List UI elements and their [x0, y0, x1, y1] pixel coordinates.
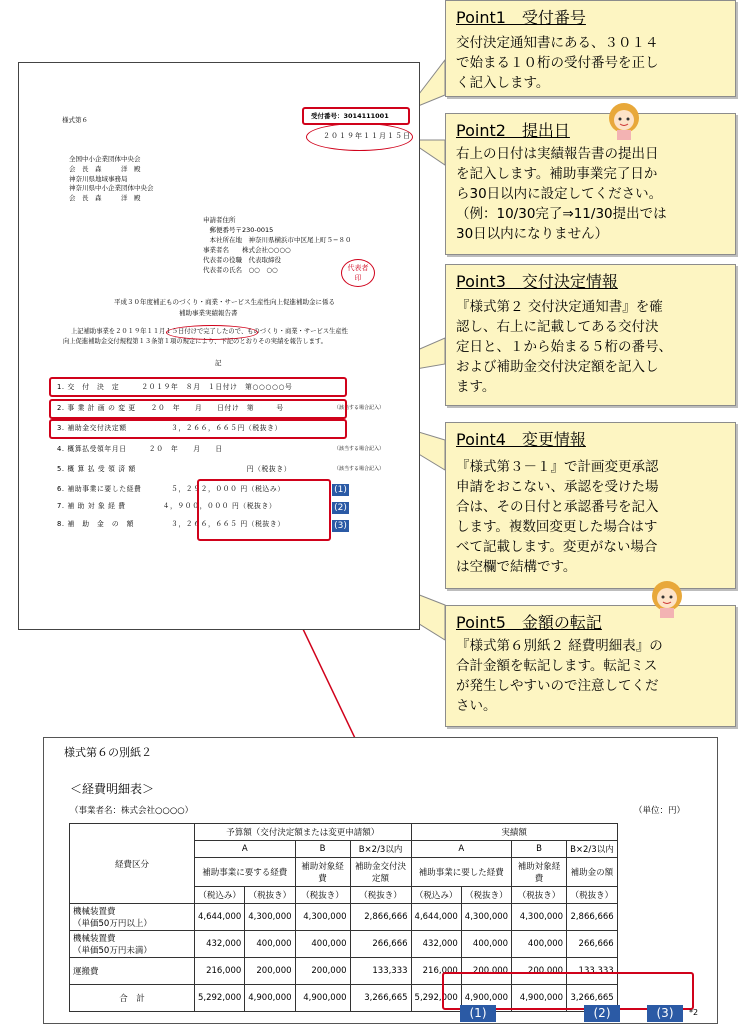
- marker-3: (3): [647, 1005, 683, 1022]
- col-c: B×2/3以内: [350, 841, 411, 858]
- cell: 133,333: [350, 958, 411, 985]
- col-b: B: [512, 841, 567, 858]
- date-highlight: [306, 123, 413, 151]
- seal-text: 代表者: [347, 264, 369, 272]
- cell: 216,000: [195, 958, 245, 985]
- table-row: [70, 904, 618, 931]
- note: （該当する場合記入）: [334, 405, 385, 411]
- item3-highlight: [49, 419, 347, 439]
- applicant-line: 申請者住所: [203, 216, 236, 224]
- callout-body: [456, 33, 659, 93]
- addressee-line: 会 長 森 洋 殿: [69, 194, 141, 202]
- tax-ex: （税抜き）: [567, 887, 618, 904]
- cell: 400,000: [245, 931, 295, 958]
- callout-line: 認し、右上に記載してある交付決: [456, 319, 659, 335]
- callout-point3: [445, 264, 736, 406]
- submit-date: ２０１９年１１月１５日: [323, 132, 411, 140]
- item-3: 3. 補助金交付決定額 ３，２６６，６６５円（税抜き）: [57, 424, 282, 432]
- cell: 200,000: [295, 958, 350, 985]
- col-b: B: [295, 841, 350, 858]
- completion-date-highlight: [166, 325, 258, 340]
- callout-line: 『様式第６別紙２ 経費明細表』の: [456, 638, 663, 654]
- act-a-label: 補助事業に要した経費: [411, 858, 512, 887]
- col-category: 経費区分: [70, 824, 195, 904]
- cell: 4,900,000: [512, 985, 567, 1012]
- cell: 432,000: [195, 931, 245, 958]
- callout-line: 右上の日付は実績報告書の提出日: [456, 146, 659, 162]
- addressee-line: 全国中小企業団体中央会: [69, 155, 141, 163]
- callout-line: 『様式第２ 交付決定通知書』を確: [456, 299, 663, 315]
- callout-line: ら30日以内に設定してください。: [456, 186, 663, 202]
- expense-sheet: [43, 737, 718, 1024]
- tax-ex: （税抜き）: [512, 887, 567, 904]
- callout-line: を記入します。補助事業完了日か: [456, 166, 658, 182]
- tax-in: （税込み）: [411, 887, 461, 904]
- act-c-label: 補助金の額: [567, 858, 618, 887]
- unit-label: （単位：円）: [634, 806, 686, 816]
- report-title: 平成３０年度補正ものづくり・商業・サービス生産性向上促進補助金に係る: [114, 298, 335, 306]
- item-5: 5. 概 算 払 受 領 済 額 円（税抜き）: [57, 465, 292, 473]
- callout-line: さい。: [456, 698, 497, 714]
- cell: 5,292,000: [195, 985, 245, 1012]
- report-form-page: [18, 62, 420, 630]
- body-text: 向上促進補助金交付規程第１３条第１項の規定により、下記のとおりその実績を報告します。: [63, 338, 327, 345]
- row-label: [70, 931, 195, 958]
- callout-point5: [445, 605, 736, 727]
- receipt-number: 受付番号：3014111001: [311, 112, 389, 120]
- report-title-2: 補助事業実績報告書: [179, 309, 238, 317]
- addressee-line: 会 長 森 洋 殿: [69, 165, 141, 173]
- callout-body: [456, 457, 659, 577]
- cell: 4,300,000: [461, 904, 511, 931]
- cell: 4,300,000: [512, 904, 567, 931]
- item-6: 6. 補助事業に要した経費 ５，２９２，０００ 円（税込み）: [57, 485, 285, 493]
- item-7: 7. 補 助 対 象 経 費 ４，９００，０００ 円（税抜き）: [57, 502, 277, 510]
- cell: 133,333: [567, 958, 618, 985]
- callout-title: Point1 受付番号: [456, 8, 586, 27]
- marker-3: (3): [332, 520, 349, 532]
- row-sub: （単価50万円以上）: [73, 919, 152, 929]
- actual-header: 実績額: [411, 824, 617, 841]
- row-label: [70, 904, 195, 931]
- callout-line: が発生しやすいので注意してくだ: [456, 678, 659, 694]
- col-a: A: [411, 841, 512, 858]
- cell: 400,000: [512, 931, 567, 958]
- callout-line: 30日以内になりません）: [456, 226, 609, 242]
- style-number: 様式第６: [62, 116, 88, 124]
- table-row: [70, 931, 618, 958]
- addressee-line: 神奈川県中小企業団体中央会: [69, 184, 154, 192]
- callout-line: 申請をおこない、承認を受けた場: [456, 479, 659, 495]
- callout-point1: [445, 0, 736, 97]
- tax-in: （税込み）: [195, 887, 245, 904]
- item-8: 8. 補 助 金 の 額 ３，２６６，６６５ 円（税抜き）: [57, 520, 285, 528]
- item-2: 2. 事 業 計 画 の 変 更 ２０ 年 月 日付け 第 号: [57, 404, 284, 412]
- note: （該当する場合記入）: [334, 466, 385, 472]
- cell: 4,644,000: [195, 904, 245, 931]
- cell: 3,266,665: [567, 985, 618, 1012]
- note: （該当する場合記入）: [334, 446, 385, 452]
- applicant-line: 郵便番号〒230-0015: [203, 226, 274, 234]
- total-label: 合 計: [70, 985, 195, 1012]
- callout-line: 『様式第３－１』で計画変更承認: [456, 459, 659, 475]
- item-4: 4. 概算払受領年月日 ２０ 年 月 日: [57, 445, 223, 453]
- cell: 4,900,000: [461, 985, 511, 1012]
- row-name: 運搬費: [70, 958, 195, 985]
- marker-1: (1): [460, 1005, 496, 1022]
- callout-line: 合計金額を転記します。転記ミス: [456, 658, 658, 674]
- callout-title: Point2 提出日: [456, 121, 570, 140]
- plan-b-label: 補助対象経費: [295, 858, 350, 887]
- callout-line: は空欄で結構です。: [456, 559, 577, 575]
- company-name: （事業者名：株式会社○○○○）: [70, 806, 194, 816]
- tax-ex: （税抜き）: [461, 887, 511, 904]
- cell: 4,300,000: [245, 904, 295, 931]
- cell: 4,900,000: [245, 985, 295, 1012]
- cell: 5,292,000: [411, 985, 461, 1012]
- tax-ex: （税抜き）: [245, 887, 295, 904]
- col-a: A: [195, 841, 296, 858]
- callout-title: Point4 変更情報: [456, 430, 586, 449]
- callout-line: および補助金交付決定額を記入し: [456, 359, 659, 375]
- cell: 4,900,000: [295, 985, 350, 1012]
- callout-body: [456, 636, 663, 716]
- callout-point2: [445, 113, 736, 255]
- callout-point4: [445, 422, 736, 589]
- callout-line: ます。: [456, 379, 496, 395]
- cell: 2,866,666: [567, 904, 618, 931]
- cell: 266,666: [567, 931, 618, 958]
- marker-2: (2): [584, 1005, 620, 1022]
- cell: 266,666: [350, 931, 411, 958]
- item2-highlight: [49, 399, 347, 419]
- item1-highlight: [49, 377, 347, 397]
- callout-line: （例：10/30完了⇒11/30提出では: [456, 206, 667, 222]
- cell: 4,300,000: [295, 904, 350, 931]
- cell: 400,000: [461, 931, 511, 958]
- addressee-line: 神奈川県地域事務局: [69, 175, 128, 183]
- callout-line: く記入します。: [456, 75, 550, 91]
- sheet-heading: 様式第６の別紙２: [64, 746, 152, 759]
- callout-line: 合は、その日付と承認番号を記入: [456, 499, 659, 515]
- cell: 400,000: [295, 931, 350, 958]
- marker-1: (1): [332, 484, 349, 496]
- callout-title: Point5 金額の転記: [456, 613, 602, 632]
- callout-line: 交付決定通知書にある、３０１４: [456, 35, 659, 51]
- cell: 200,000: [461, 958, 511, 985]
- assistant-girl-icon: [604, 100, 644, 140]
- callout-line: で始まる１０桁の受付番号を正し: [456, 55, 659, 71]
- cell: 3,266,665: [350, 985, 411, 1012]
- applicant-line: 代表者の役職 代表取締役: [203, 256, 281, 264]
- ki-label: 記: [215, 359, 222, 367]
- seal-text: 印: [354, 274, 362, 282]
- row-sub: （単価50万円未満）: [73, 946, 152, 956]
- cell: 216,000: [411, 958, 461, 985]
- amounts-highlight: [197, 479, 331, 541]
- callout-body: [456, 297, 672, 397]
- row-name: 機械装置費: [73, 934, 116, 944]
- callout-line: べて記載します。変更がない場合: [456, 539, 658, 555]
- applicant-line: 事業者名 株式会社○○○○: [203, 246, 291, 254]
- row-name: 機械装置費: [73, 907, 116, 917]
- act-b-label: 補助対象経費: [512, 858, 567, 887]
- plan-c-label: 補助金交付決定額: [350, 858, 411, 887]
- applicant-line: 本社所在地 神奈川県横浜市中区尾上町５−８０: [203, 236, 352, 244]
- applicant-line: 代表者の氏名 ○○ ○○: [203, 266, 278, 274]
- tax-ex: （税抜き）: [350, 887, 411, 904]
- col-c: B×2/3以内: [567, 841, 618, 858]
- callout-title: Point3 交付決定情報: [456, 272, 618, 291]
- cell: 4,644,000: [411, 904, 461, 931]
- plan-a-label: 補助事業に要する経費: [195, 858, 296, 887]
- cell: 432,000: [411, 931, 461, 958]
- cell: 200,000: [245, 958, 295, 985]
- cell: 2,866,666: [350, 904, 411, 931]
- tax-ex: （税抜き）: [295, 887, 350, 904]
- callout-line: 定日と、１から始まる５桁の番号、: [456, 339, 672, 355]
- plan-header: 予算額（交付決定額または変更申請額）: [195, 824, 412, 841]
- body-text: 上記補助事業を２０１９年１１月１５日付けで完了したので、ものづくり・商業・サービス生産性: [71, 328, 348, 335]
- footnote: *2: [689, 1008, 699, 1017]
- sheet-subtitle: ＜経費明細表＞: [70, 782, 155, 796]
- item-1: 1. 交 付 決 定 ２０１９年 ８月 １日付け 第○○○○○号: [57, 383, 293, 391]
- callout-body: [456, 144, 667, 244]
- marker-2: (2): [332, 502, 349, 514]
- representative-seal: [341, 259, 375, 287]
- assistant-girl-icon: [647, 578, 687, 618]
- cell: 200,000: [512, 958, 567, 985]
- callout-line: します。複数回変更した場合はす: [456, 519, 658, 535]
